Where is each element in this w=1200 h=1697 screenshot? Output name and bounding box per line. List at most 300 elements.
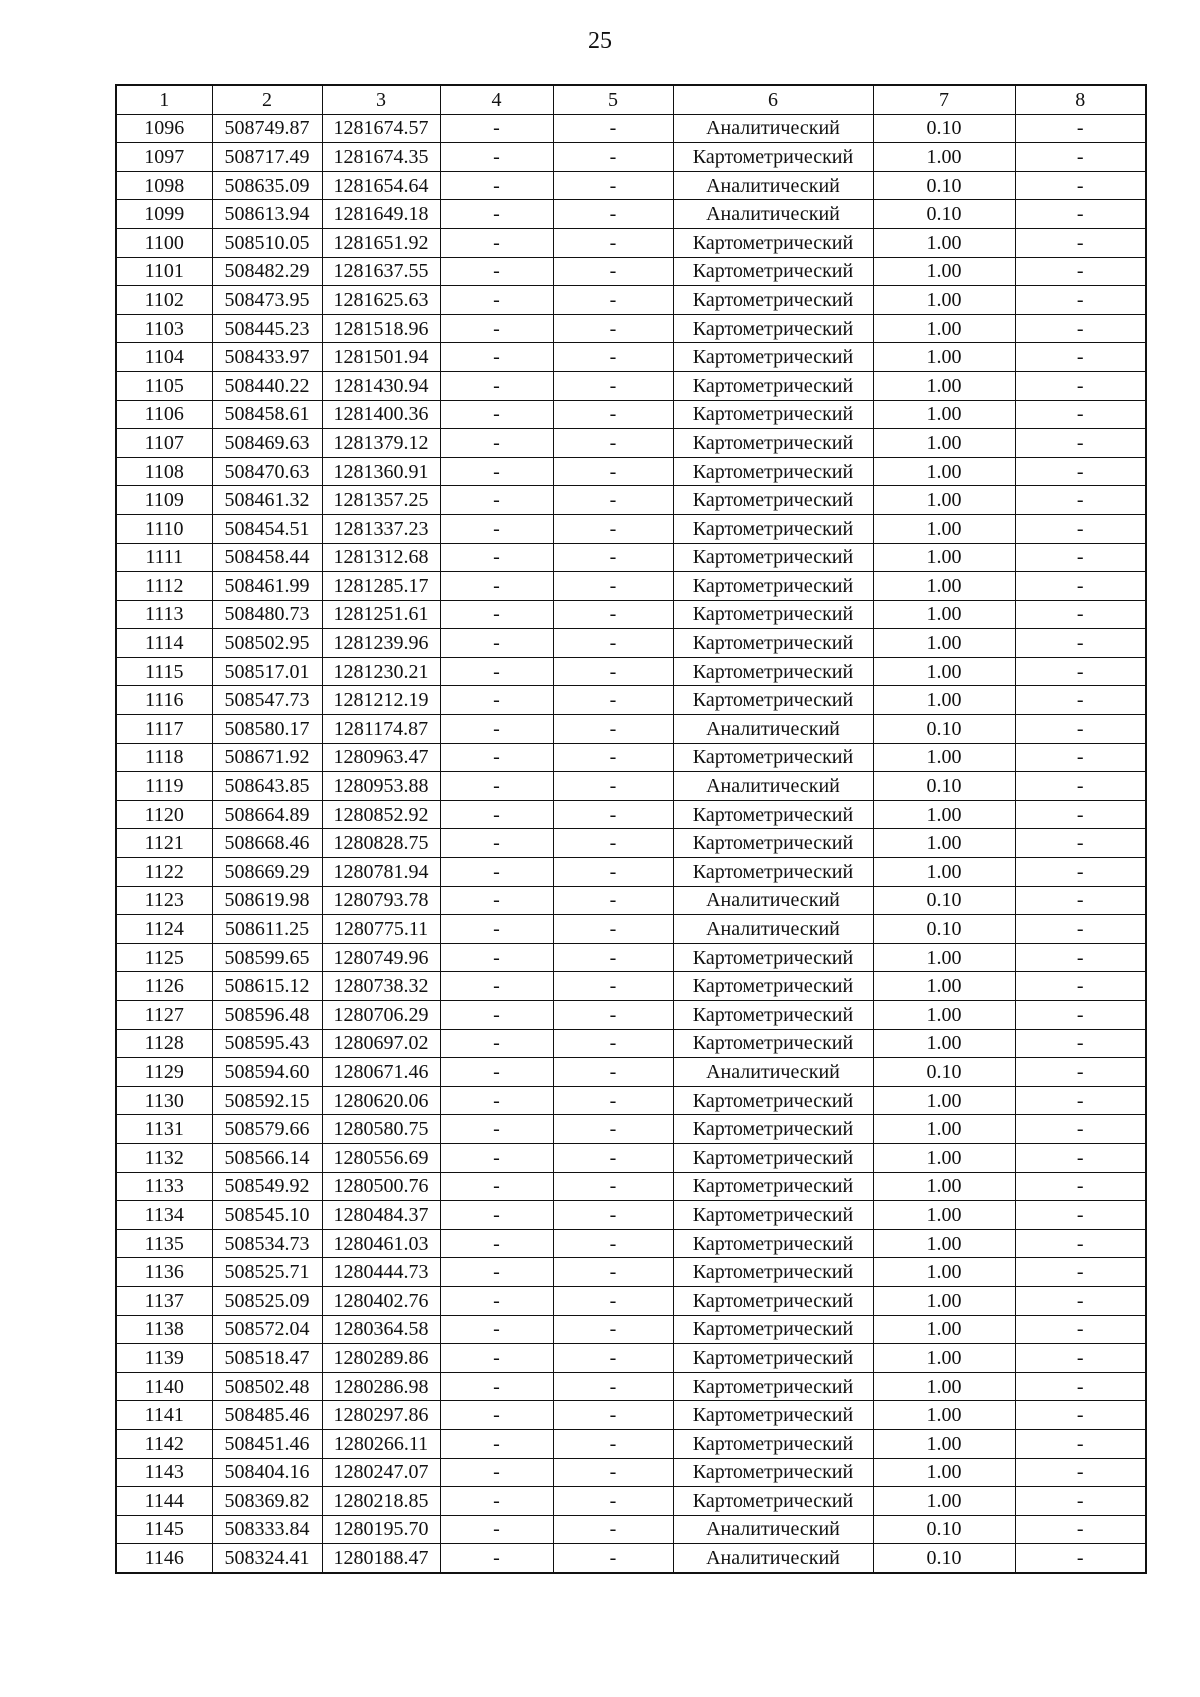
col5-cell: - <box>553 257 673 286</box>
point-number-cell: 1118 <box>116 743 212 772</box>
accuracy-cell: 1.00 <box>873 743 1015 772</box>
accuracy-cell: 0.10 <box>873 715 1015 744</box>
point-number-cell: 1132 <box>116 1143 212 1172</box>
table-row <box>116 800 1146 829</box>
accuracy-cell: 1.00 <box>873 400 1015 429</box>
col8-cell: - <box>1015 1315 1146 1344</box>
accuracy-cell: 1.00 <box>873 657 1015 686</box>
col8-cell: - <box>1015 200 1146 229</box>
col8-cell: - <box>1015 371 1146 400</box>
x-coordinate-cell: 508525.09 <box>212 1286 322 1315</box>
accuracy-cell: 1.00 <box>873 1143 1015 1172</box>
point-number-cell: 1136 <box>116 1258 212 1287</box>
col4-cell: - <box>440 743 553 772</box>
table-row <box>116 371 1146 400</box>
column-header: 3 <box>322 85 440 114</box>
col5-cell: - <box>553 1458 673 1487</box>
point-number-cell: 1108 <box>116 457 212 486</box>
x-coordinate-cell: 508717.49 <box>212 143 322 172</box>
col4-cell: - <box>440 514 553 543</box>
col5-cell: - <box>553 1286 673 1315</box>
point-number-cell: 1111 <box>116 543 212 572</box>
col5-cell: - <box>553 429 673 458</box>
y-coordinate-cell: 1280286.98 <box>322 1372 440 1401</box>
col4-cell: - <box>440 1258 553 1287</box>
method-cell: Картометрический <box>673 486 873 515</box>
col8-cell: - <box>1015 858 1146 887</box>
x-coordinate-cell: 508613.94 <box>212 200 322 229</box>
col5-cell: - <box>553 800 673 829</box>
col5-cell: - <box>553 1143 673 1172</box>
y-coordinate-cell: 1281430.94 <box>322 371 440 400</box>
accuracy-cell: 1.00 <box>873 257 1015 286</box>
accuracy-cell: 1.00 <box>873 686 1015 715</box>
table-row <box>116 915 1146 944</box>
x-coordinate-cell: 508664.89 <box>212 800 322 829</box>
x-coordinate-cell: 508635.09 <box>212 171 322 200</box>
y-coordinate-cell: 1280775.11 <box>322 915 440 944</box>
table-row <box>116 943 1146 972</box>
method-cell: Картометрический <box>673 1115 873 1144</box>
y-coordinate-cell: 1281400.36 <box>322 400 440 429</box>
point-number-cell: 1128 <box>116 1029 212 1058</box>
method-cell: Картометрический <box>673 1372 873 1401</box>
point-number-cell: 1113 <box>116 600 212 629</box>
x-coordinate-cell: 508473.95 <box>212 286 322 315</box>
table-row <box>116 1458 1146 1487</box>
table-row <box>116 1172 1146 1201</box>
x-coordinate-cell: 508369.82 <box>212 1487 322 1516</box>
col8-cell: - <box>1015 772 1146 801</box>
method-cell: Картометрический <box>673 943 873 972</box>
point-number-cell: 1120 <box>116 800 212 829</box>
col5-cell: - <box>553 514 673 543</box>
col8-cell: - <box>1015 257 1146 286</box>
x-coordinate-cell: 508510.05 <box>212 228 322 257</box>
accuracy-cell: 0.10 <box>873 1544 1015 1573</box>
y-coordinate-cell: 1281518.96 <box>322 314 440 343</box>
col8-cell: - <box>1015 629 1146 658</box>
accuracy-cell: 0.10 <box>873 114 1015 143</box>
col4-cell: - <box>440 715 553 744</box>
col5-cell: - <box>553 143 673 172</box>
col5-cell: - <box>553 400 673 429</box>
col8-cell: - <box>1015 143 1146 172</box>
table-row <box>116 1344 1146 1373</box>
point-number-cell: 1097 <box>116 143 212 172</box>
col5-cell: - <box>553 915 673 944</box>
accuracy-cell: 1.00 <box>873 1458 1015 1487</box>
col4-cell: - <box>440 972 553 1001</box>
accuracy-cell: 1.00 <box>873 1115 1015 1144</box>
col5-cell: - <box>553 1372 673 1401</box>
accuracy-cell: 1.00 <box>873 1258 1015 1287</box>
x-coordinate-cell: 508324.41 <box>212 1544 322 1573</box>
point-number-cell: 1140 <box>116 1372 212 1401</box>
point-number-cell: 1099 <box>116 200 212 229</box>
table-row <box>116 1401 1146 1430</box>
col4-cell: - <box>440 629 553 658</box>
point-number-cell: 1103 <box>116 314 212 343</box>
y-coordinate-cell: 1280266.11 <box>322 1429 440 1458</box>
accuracy-cell: 1.00 <box>873 1029 1015 1058</box>
y-coordinate-cell: 1280500.76 <box>322 1172 440 1201</box>
col4-cell: - <box>440 257 553 286</box>
method-cell: Аналитический <box>673 171 873 200</box>
method-cell: Картометрический <box>673 743 873 772</box>
y-coordinate-cell: 1280364.58 <box>322 1315 440 1344</box>
col8-cell: - <box>1015 171 1146 200</box>
col8-cell: - <box>1015 1143 1146 1172</box>
table-row <box>116 772 1146 801</box>
accuracy-cell: 1.00 <box>873 1401 1015 1430</box>
point-number-cell: 1098 <box>116 171 212 200</box>
method-cell: Картометрический <box>673 1172 873 1201</box>
col4-cell: - <box>440 1429 553 1458</box>
accuracy-cell: 1.00 <box>873 343 1015 372</box>
table-row <box>116 1001 1146 1030</box>
accuracy-cell: 0.10 <box>873 915 1015 944</box>
col8-cell: - <box>1015 600 1146 629</box>
table-row <box>116 686 1146 715</box>
col5-cell: - <box>553 629 673 658</box>
col5-cell: - <box>553 371 673 400</box>
col4-cell: - <box>440 371 553 400</box>
y-coordinate-cell: 1281212.19 <box>322 686 440 715</box>
col5-cell: - <box>553 286 673 315</box>
accuracy-cell: 1.00 <box>873 543 1015 572</box>
accuracy-cell: 1.00 <box>873 371 1015 400</box>
accuracy-cell: 1.00 <box>873 972 1015 1001</box>
col4-cell: - <box>440 314 553 343</box>
col4-cell: - <box>440 114 553 143</box>
table-row <box>116 257 1146 286</box>
col8-cell: - <box>1015 686 1146 715</box>
point-number-cell: 1130 <box>116 1086 212 1115</box>
method-cell: Картометрический <box>673 1029 873 1058</box>
method-cell: Аналитический <box>673 886 873 915</box>
col4-cell: - <box>440 886 553 915</box>
y-coordinate-cell: 1280188.47 <box>322 1544 440 1573</box>
method-cell: Картометрический <box>673 286 873 315</box>
point-number-cell: 1142 <box>116 1429 212 1458</box>
point-number-cell: 1127 <box>116 1001 212 1030</box>
y-coordinate-cell: 1281649.18 <box>322 200 440 229</box>
y-coordinate-cell: 1281379.12 <box>322 429 440 458</box>
table-row <box>116 1372 1146 1401</box>
accuracy-cell: 0.10 <box>873 886 1015 915</box>
method-cell: Аналитический <box>673 1058 873 1087</box>
col5-cell: - <box>553 772 673 801</box>
table-row <box>116 314 1146 343</box>
x-coordinate-cell: 508749.87 <box>212 114 322 143</box>
col4-cell: - <box>440 1544 553 1573</box>
table-row <box>116 715 1146 744</box>
method-cell: Картометрический <box>673 657 873 686</box>
column-header: 5 <box>553 85 673 114</box>
col5-cell: - <box>553 1315 673 1344</box>
column-header: 1 <box>116 85 212 114</box>
method-cell: Картометрический <box>673 1286 873 1315</box>
y-coordinate-cell: 1280195.70 <box>322 1515 440 1544</box>
col5-cell: - <box>553 1544 673 1573</box>
method-cell: Картометрический <box>673 600 873 629</box>
point-number-cell: 1104 <box>116 343 212 372</box>
x-coordinate-cell: 508518.47 <box>212 1344 322 1373</box>
col4-cell: - <box>440 1143 553 1172</box>
col4-cell: - <box>440 343 553 372</box>
point-number-cell: 1125 <box>116 943 212 972</box>
col8-cell: - <box>1015 1515 1146 1544</box>
table-row <box>116 743 1146 772</box>
point-number-cell: 1134 <box>116 1201 212 1230</box>
method-cell: Картометрический <box>673 143 873 172</box>
x-coordinate-cell: 508596.48 <box>212 1001 322 1030</box>
col5-cell: - <box>553 343 673 372</box>
y-coordinate-cell: 1281625.63 <box>322 286 440 315</box>
x-coordinate-cell: 508669.29 <box>212 858 322 887</box>
point-number-cell: 1107 <box>116 429 212 458</box>
table-row <box>116 486 1146 515</box>
method-cell: Картометрический <box>673 1458 873 1487</box>
col8-cell: - <box>1015 1372 1146 1401</box>
point-number-cell: 1117 <box>116 715 212 744</box>
col5-cell: - <box>553 314 673 343</box>
col5-cell: - <box>553 1172 673 1201</box>
accuracy-cell: 1.00 <box>873 800 1015 829</box>
col5-cell: - <box>553 858 673 887</box>
col8-cell: - <box>1015 314 1146 343</box>
accuracy-cell: 1.00 <box>873 1229 1015 1258</box>
col8-cell: - <box>1015 400 1146 429</box>
col8-cell: - <box>1015 1172 1146 1201</box>
accuracy-cell: 0.10 <box>873 1058 1015 1087</box>
col5-cell: - <box>553 114 673 143</box>
col5-cell: - <box>553 886 673 915</box>
y-coordinate-cell: 1280852.92 <box>322 800 440 829</box>
col5-cell: - <box>553 943 673 972</box>
method-cell: Картометрический <box>673 1001 873 1030</box>
col4-cell: - <box>440 1344 553 1373</box>
table-row <box>116 1086 1146 1115</box>
x-coordinate-cell: 508433.97 <box>212 343 322 372</box>
point-number-cell: 1138 <box>116 1315 212 1344</box>
col5-cell: - <box>553 657 673 686</box>
x-coordinate-cell: 508572.04 <box>212 1315 322 1344</box>
table-row <box>116 657 1146 686</box>
col8-cell: - <box>1015 1487 1146 1516</box>
x-coordinate-cell: 508566.14 <box>212 1143 322 1172</box>
accuracy-cell: 1.00 <box>873 572 1015 601</box>
point-number-cell: 1146 <box>116 1544 212 1573</box>
col8-cell: - <box>1015 1429 1146 1458</box>
y-coordinate-cell: 1281357.25 <box>322 486 440 515</box>
accuracy-cell: 1.00 <box>873 228 1015 257</box>
col4-cell: - <box>440 543 553 572</box>
col4-cell: - <box>440 1172 553 1201</box>
method-cell: Картометрический <box>673 686 873 715</box>
x-coordinate-cell: 508485.46 <box>212 1401 322 1430</box>
method-cell: Картометрический <box>673 314 873 343</box>
accuracy-cell: 1.00 <box>873 514 1015 543</box>
method-cell: Картометрический <box>673 457 873 486</box>
column-header: 4 <box>440 85 553 114</box>
point-number-cell: 1126 <box>116 972 212 1001</box>
accuracy-cell: 1.00 <box>873 486 1015 515</box>
y-coordinate-cell: 1281674.35 <box>322 143 440 172</box>
method-cell: Картометрический <box>673 543 873 572</box>
col8-cell: - <box>1015 343 1146 372</box>
accuracy-cell: 1.00 <box>873 1086 1015 1115</box>
method-cell: Картометрический <box>673 343 873 372</box>
method-cell: Аналитический <box>673 1544 873 1573</box>
y-coordinate-cell: 1281674.57 <box>322 114 440 143</box>
point-number-cell: 1143 <box>116 1458 212 1487</box>
accuracy-cell: 1.00 <box>873 314 1015 343</box>
x-coordinate-cell: 508470.63 <box>212 457 322 486</box>
y-coordinate-cell: 1281651.92 <box>322 228 440 257</box>
col8-cell: - <box>1015 1258 1146 1287</box>
y-coordinate-cell: 1280749.96 <box>322 943 440 972</box>
col8-cell: - <box>1015 1344 1146 1373</box>
col4-cell: - <box>440 657 553 686</box>
method-cell: Картометрический <box>673 572 873 601</box>
point-number-cell: 1110 <box>116 514 212 543</box>
col4-cell: - <box>440 1372 553 1401</box>
x-coordinate-cell: 508517.01 <box>212 657 322 686</box>
table-row <box>116 1258 1146 1287</box>
x-coordinate-cell: 508333.84 <box>212 1515 322 1544</box>
accuracy-cell: 1.00 <box>873 943 1015 972</box>
y-coordinate-cell: 1281230.21 <box>322 657 440 686</box>
method-cell: Картометрический <box>673 514 873 543</box>
x-coordinate-cell: 508451.46 <box>212 1429 322 1458</box>
method-cell: Картометрический <box>673 228 873 257</box>
point-number-cell: 1139 <box>116 1344 212 1373</box>
method-cell: Картометрический <box>673 972 873 1001</box>
col8-cell: - <box>1015 543 1146 572</box>
method-cell: Картометрический <box>673 1315 873 1344</box>
table-row <box>116 886 1146 915</box>
x-coordinate-cell: 508525.71 <box>212 1258 322 1287</box>
col5-cell: - <box>553 1001 673 1030</box>
accuracy-cell: 1.00 <box>873 1172 1015 1201</box>
col8-cell: - <box>1015 1286 1146 1315</box>
x-coordinate-cell: 508592.15 <box>212 1086 322 1115</box>
x-coordinate-cell: 508545.10 <box>212 1201 322 1230</box>
col4-cell: - <box>440 171 553 200</box>
method-cell: Аналитический <box>673 114 873 143</box>
x-coordinate-cell: 508445.23 <box>212 314 322 343</box>
col8-cell: - <box>1015 1229 1146 1258</box>
col5-cell: - <box>553 686 673 715</box>
y-coordinate-cell: 1280247.07 <box>322 1458 440 1487</box>
y-coordinate-cell: 1281654.64 <box>322 171 440 200</box>
accuracy-cell: 1.00 <box>873 1487 1015 1516</box>
y-coordinate-cell: 1280461.03 <box>322 1229 440 1258</box>
col5-cell: - <box>553 1029 673 1058</box>
y-coordinate-cell: 1280556.69 <box>322 1143 440 1172</box>
col5-cell: - <box>553 1258 673 1287</box>
method-cell: Картометрический <box>673 1487 873 1516</box>
x-coordinate-cell: 508482.29 <box>212 257 322 286</box>
y-coordinate-cell: 1280793.78 <box>322 886 440 915</box>
point-number-cell: 1133 <box>116 1172 212 1201</box>
table-header-row <box>116 85 1146 114</box>
x-coordinate-cell: 508547.73 <box>212 686 322 715</box>
y-coordinate-cell: 1281312.68 <box>322 543 440 572</box>
accuracy-cell: 1.00 <box>873 829 1015 858</box>
col5-cell: - <box>553 171 673 200</box>
x-coordinate-cell: 508440.22 <box>212 371 322 400</box>
point-number-cell: 1144 <box>116 1487 212 1516</box>
y-coordinate-cell: 1281174.87 <box>322 715 440 744</box>
table-row <box>116 114 1146 143</box>
x-coordinate-cell: 508469.63 <box>212 429 322 458</box>
col4-cell: - <box>440 829 553 858</box>
method-cell: Картометрический <box>673 400 873 429</box>
col8-cell: - <box>1015 286 1146 315</box>
point-number-cell: 1124 <box>116 915 212 944</box>
col8-cell: - <box>1015 829 1146 858</box>
accuracy-cell: 1.00 <box>873 1429 1015 1458</box>
coordinates-table <box>115 84 1147 1574</box>
table-row <box>116 1143 1146 1172</box>
y-coordinate-cell: 1281239.96 <box>322 629 440 658</box>
point-number-cell: 1122 <box>116 858 212 887</box>
method-cell: Аналитический <box>673 772 873 801</box>
col5-cell: - <box>553 486 673 515</box>
y-coordinate-cell: 1281251.61 <box>322 600 440 629</box>
x-coordinate-cell: 508668.46 <box>212 829 322 858</box>
col4-cell: - <box>440 1115 553 1144</box>
y-coordinate-cell: 1281285.17 <box>322 572 440 601</box>
col8-cell: - <box>1015 972 1146 1001</box>
table-row <box>116 1029 1146 1058</box>
col5-cell: - <box>553 1229 673 1258</box>
point-number-cell: 1119 <box>116 772 212 801</box>
column-header: 7 <box>873 85 1015 114</box>
col8-cell: - <box>1015 514 1146 543</box>
x-coordinate-cell: 508615.12 <box>212 972 322 1001</box>
col4-cell: - <box>440 1058 553 1087</box>
method-cell: Картометрический <box>673 257 873 286</box>
x-coordinate-cell: 508458.61 <box>212 400 322 429</box>
accuracy-cell: 1.00 <box>873 600 1015 629</box>
col4-cell: - <box>440 1487 553 1516</box>
table-row <box>116 200 1146 229</box>
col8-cell: - <box>1015 886 1146 915</box>
col4-cell: - <box>440 1086 553 1115</box>
point-number-cell: 1121 <box>116 829 212 858</box>
method-cell: Картометрический <box>673 1229 873 1258</box>
col4-cell: - <box>440 1201 553 1230</box>
col4-cell: - <box>440 1401 553 1430</box>
y-coordinate-cell: 1280738.32 <box>322 972 440 1001</box>
x-coordinate-cell: 508594.60 <box>212 1058 322 1087</box>
col4-cell: - <box>440 400 553 429</box>
table-row <box>116 429 1146 458</box>
point-number-cell: 1145 <box>116 1515 212 1544</box>
accuracy-cell: 1.00 <box>873 1201 1015 1230</box>
method-cell: Картометрический <box>673 1401 873 1430</box>
col4-cell: - <box>440 1458 553 1487</box>
col8-cell: - <box>1015 1001 1146 1030</box>
col5-cell: - <box>553 200 673 229</box>
table-row <box>116 171 1146 200</box>
table-row <box>116 286 1146 315</box>
x-coordinate-cell: 508502.48 <box>212 1372 322 1401</box>
